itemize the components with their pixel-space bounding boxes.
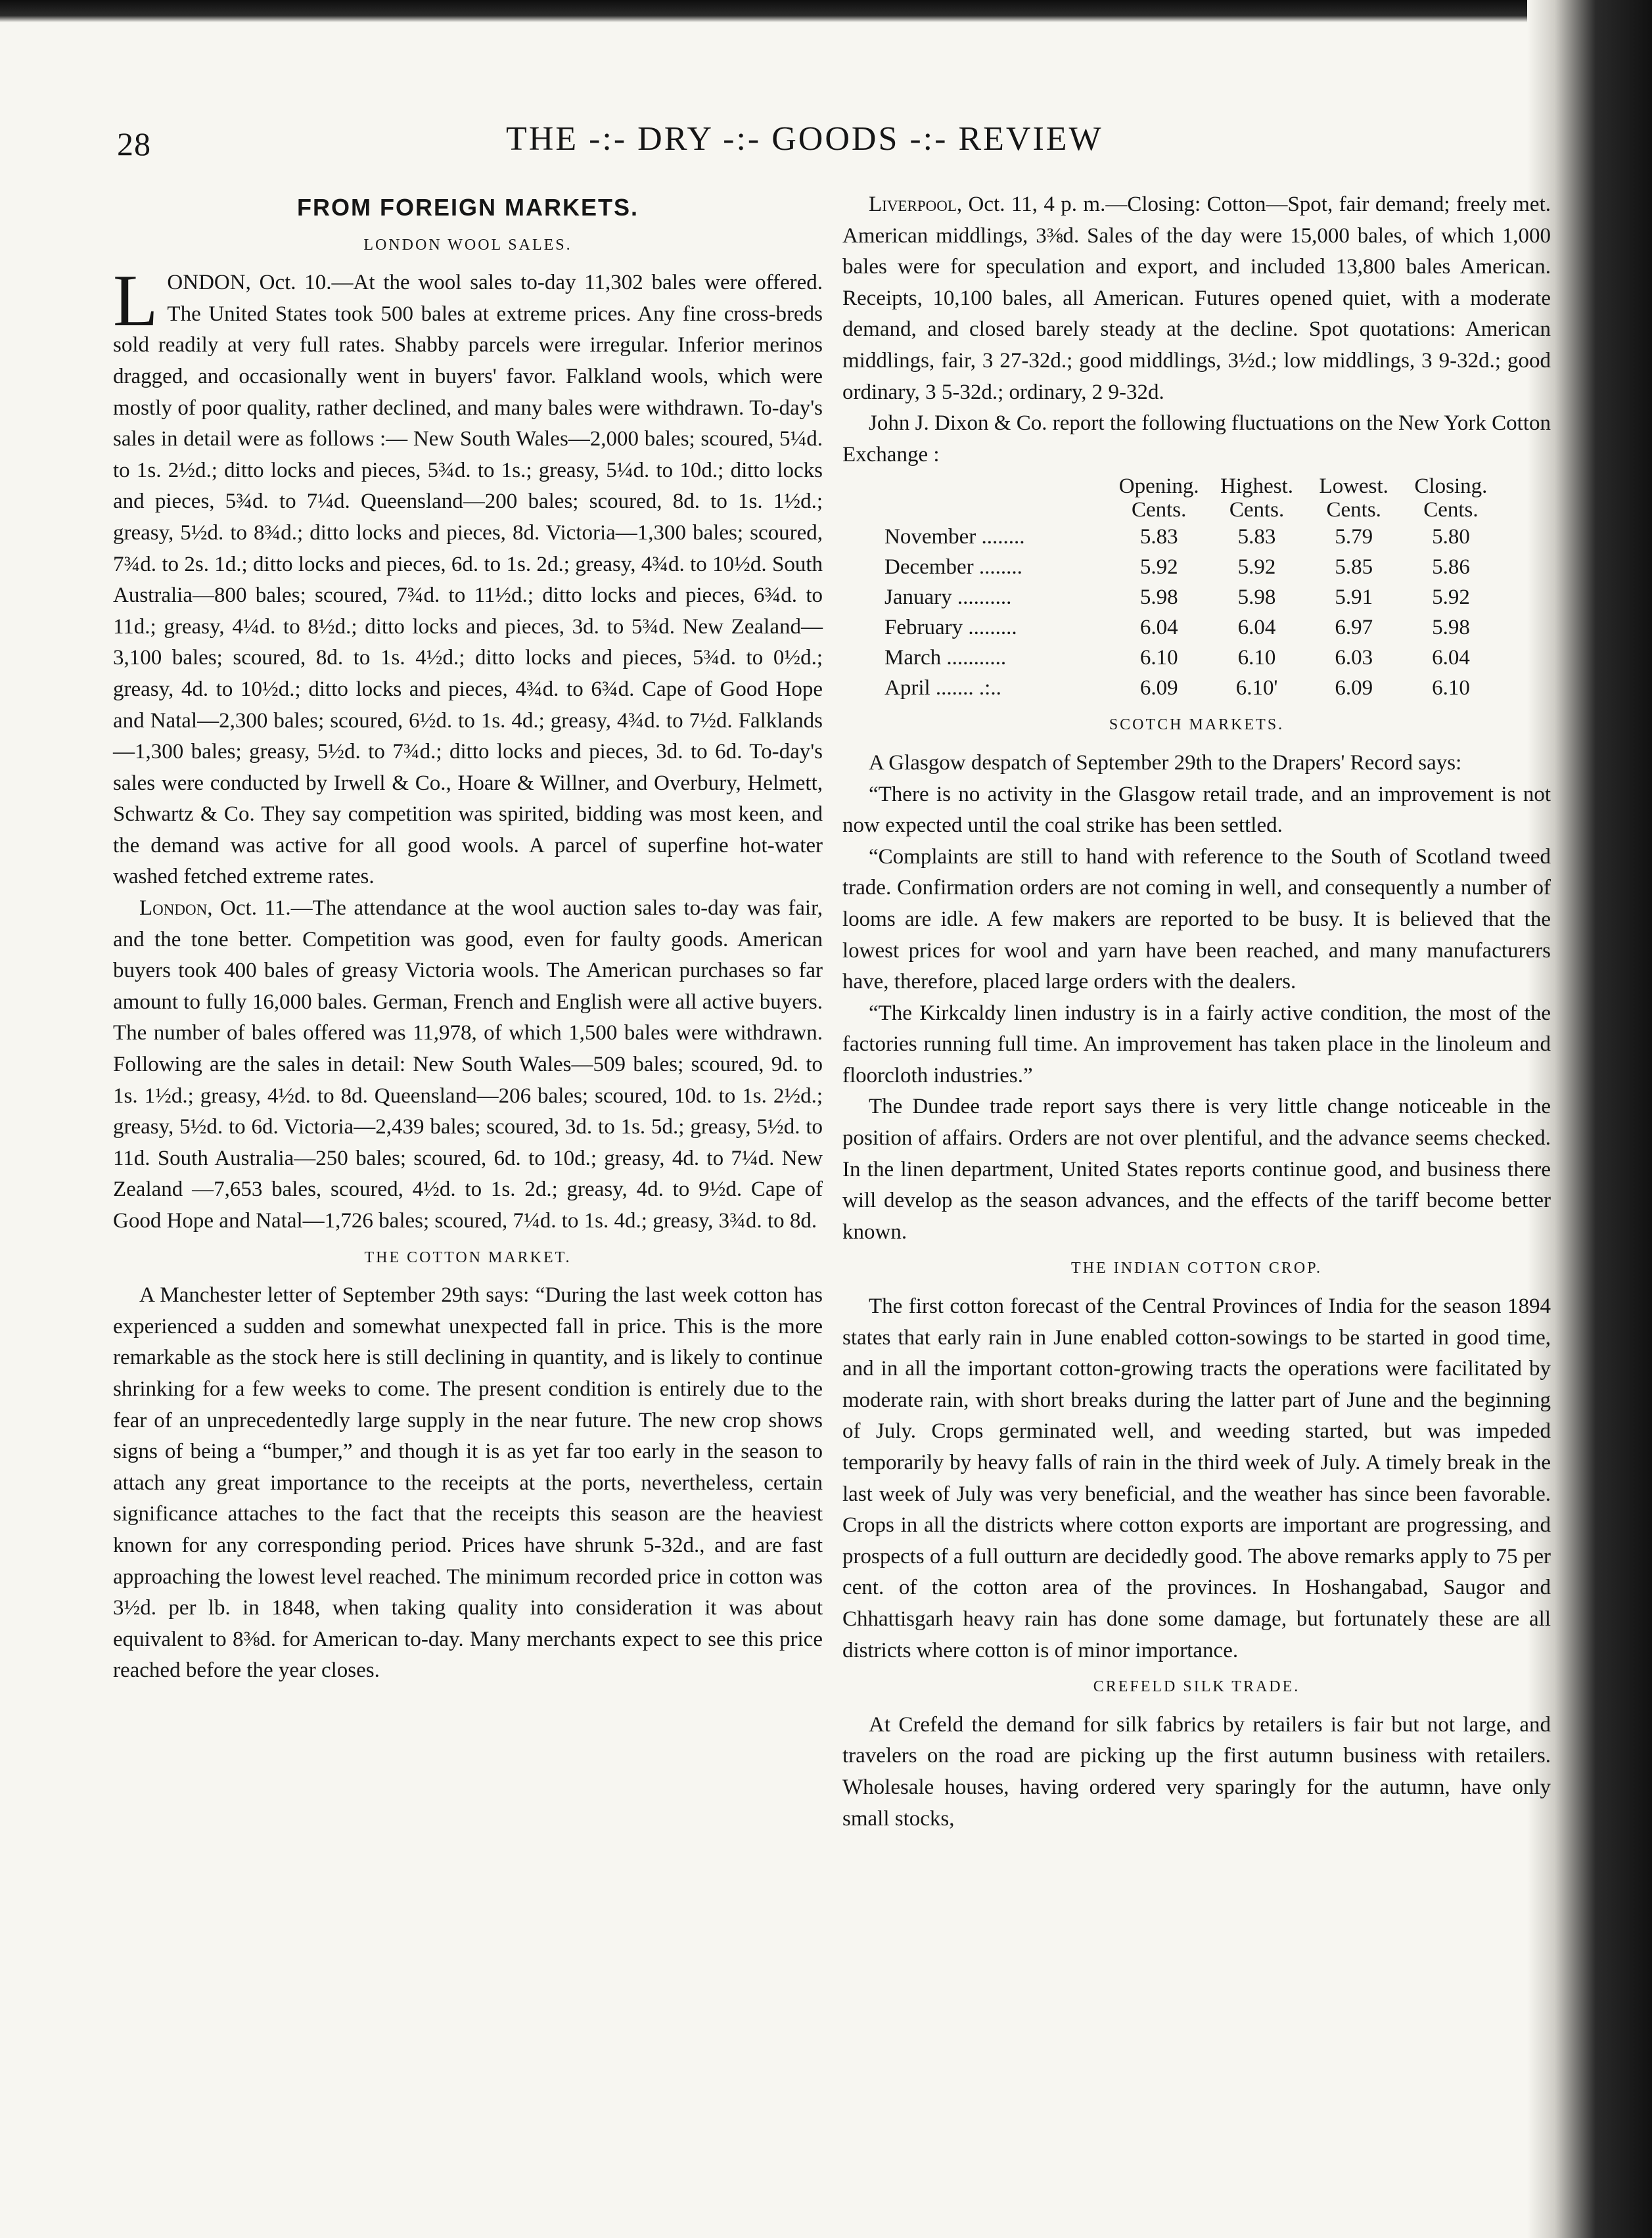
row-highest: 5.92	[1237, 555, 1276, 580]
crefeld-paragraph: At Crefeld the demand for silk fabrics by retailers is fair but not large, and travelers on the road are picking up the first autumn business with retailers. Wholesale houses, having ordered very sparingly for the autumn, have only small stocks,	[842, 1712, 1551, 1831]
row-closing: 6.10	[1432, 676, 1470, 700]
wool-paragraph-2-text: , Oct. 11.—The attendance at the wool auction sales to-day was fair, and the tone better. Competition was good, even for faulty goods. American buyers took 400 bales of greasy Victoria wools. The American purchases so far amount to fully 16,000 bales. German, French and English were all active buyers. The number of bales offered was 11,978, of which 1,500 bales were withdrawn. Following are the sales in detail: New South Wales—509 bales; scoured, 9d. to 1s. 1½d.; greasy, 4½d. to 8d. Queensland—206 bales; scoured, 10d. to 1s. 2½d.; greasy, 5½d. to 6d. Victoria—2,439 bales; scoured, 3d. to 1s. 5d.; greasy, 5½d. to 11d. South Australia—250 bales; scoured, 6d. to 10d.; greasy, 4d. to 7¼d. New Zealand —7,653 bales, scoured, 4½d. to 1s. 2d.; greasy, 4d. to 9½d. Cape of Good Hope and Natal—1,726 bales; scoured, 7¼d. to 1s. 4d.; greasy, 3¾d. to 8d.	[113, 896, 823, 1233]
row-closing: 5.92	[1432, 585, 1470, 610]
scotch-paragraph-2: “There is no activity in the Glasgow retail trade, and an improvement is not now expected until the coal strike has been settled.	[842, 782, 1551, 838]
row-lowest: 5.91	[1335, 585, 1373, 610]
row-highest: 6.10	[1237, 646, 1276, 670]
row-closing: 5.86	[1432, 555, 1470, 580]
liverpool-paragraph	[842, 189, 1551, 408]
row-opening: 5.98	[1139, 585, 1178, 610]
row-highest: 5.83	[1237, 525, 1276, 549]
page-number: 28	[117, 126, 151, 162]
cotton-exchange-table	[882, 474, 1500, 703]
row-month: December ........	[884, 555, 1022, 580]
wool-paragraph-2	[113, 893, 823, 1237]
table-row	[882, 612, 1500, 643]
row-closing: 5.80	[1432, 525, 1470, 549]
table-header-row	[882, 474, 1500, 522]
page-top-edge	[0, 0, 1652, 22]
subhead-london-wool-sales: LONDON WOOL SALES.	[363, 236, 572, 254]
running-head: THE -:- DRY -:- GOODS -:- REVIEW	[506, 120, 1103, 158]
row-lowest: 5.79	[1335, 525, 1373, 549]
scotch-paragraph-1: A Glasgow despatch of September 29th to the Drapers' Record says:	[869, 750, 1462, 775]
table-header-closing: Closing. Cents.	[1414, 474, 1488, 522]
table-header-opening: Opening. Cents.	[1118, 474, 1199, 522]
liverpool-lead: Liverpool	[869, 193, 957, 216]
table-row	[882, 582, 1500, 612]
row-opening: 5.92	[1139, 555, 1178, 580]
subhead-cotton-market: THE COTTON MARKET.	[364, 1248, 572, 1266]
section-title: FROM FOREIGN MARKETS.	[297, 194, 639, 221]
row-lowest: 6.03	[1335, 646, 1373, 670]
drop-cap: L	[113, 260, 158, 342]
wool-paragraph-1	[113, 260, 823, 893]
cotton-paragraph: A Manchester letter of September 29th says: “During the last week cotton has experienced a sudden and somewhat unexpected fall in price. This is the more remarkable as the stock here is still declining in quantity, and is likely to continue shrinking for a few weeks to come. The present condition is entirely due to the fear of an unprecedentedly large supply in the near future. The new crop shows signs of being a “bumper,” and though it is as yet far too early in the season to attach any great importance to the receipts at the ports, nevertheless, certain significance attaches to the fact that the receipts this season are the heaviest known for any corresponding period. Prices have shrunk 5-32d., and are fast approaching the lowest level reached. The minimum recorded price in cotton was 3½d. per lb. in 1848, when taking quality into consideration it was about equivalent to 8⅜d. for American to-day. Many merchants expect to see this price reached before the year closes.	[113, 1283, 823, 1683]
row-closing: 5.98	[1432, 616, 1470, 640]
table-header-month	[882, 474, 1110, 522]
row-month: April ....... .:..	[884, 676, 1001, 700]
row-opening: 6.04	[1139, 616, 1178, 640]
row-highest: 6.04	[1237, 616, 1276, 640]
wool-paragraph-2-lead: London	[139, 896, 208, 921]
wool-paragraph-1-text: ONDON, Oct. 10.—At the wool sales to-day 11,302 bales were offered. The United States took 500 bales at extreme prices. Any fine cross-breds sold readily at very full rates. Shabby parcels were irregular. Inferior merinos dragged, and occasionally went in buyers' favor. Falkland wools, which were mostly of poor quality, rather declined, and many bales were withdrawn. To-day's sales in detail were as follows :— New South Wales—2,000 bales; scoured, 5¼d. to 1s. 2½d.; ditto locks and pieces, 5¾d. to 1s.; greasy, 5¼d. to 10d.; ditto locks and pieces, 5¾d. to 7¼d. Queensland—200 bales; scoured, 8d. to 1s. 1½d.; greasy, 5½d. to 8¾d.; ditto locks and pieces, 8d. Victoria—1,300 bales; scoured, 7¾d. to 2s. 1d.; ditto locks and pieces, 6d. to 1s. 2d.; greasy, 4¾d. to 10½d. South Australia—800 bales; scoured, 7¾d. to 11½d.; ditto locks and pieces, 6¾d. to 11d.; greasy, 4¼d. to 8½d.; ditto locks and pieces, 3d. to 5¾d. New Zealand—3,100 bales; scoured, 8d. to 1s. 4½d.; ditto locks and pieces, 5¾d. to 0½d.; greasy, 4d. to 10½d.; ditto locks and pieces, 4¾d. to 6¾d. Cape of Good Hope and Natal—2,300 bales; scoured, 6½d. to 1s. 4d.; greasy, 4¾d. to 7½d. Falklands—1,300 bales; greasy, 5½d. to 7¾d.; ditto locks and pieces, 3d. to 6d. To-day's sales were conducted by Irwell & Co., Hoare & Willner, and Overbury, Helmett, Schwartz & Co. They say competition was spirited, bidding was most keen, and the demand was active for all good wools. A parcel of superfine hot-water washed fetched extreme rates.	[113, 271, 823, 889]
row-closing: 6.04	[1432, 646, 1470, 670]
scotch-paragraph-3: “Complaints are still to hand with reference to the South of Scotland tweed trade. Confirmation orders are not coming in well, and consequently a number of looms are idle. A few makers are reported to be busy. It is believed that the lowest prices for wool and yarn have been reached, and many manufacturers have, therefore, placed large orders with the dealers.	[842, 844, 1551, 994]
liverpool-text: , Oct. 11, 4 p. m.—Closing: Cotton—Spot, fair demand; freely met. American middlings, 3⅜d. Sales of the day were 15,000 bales, of which 1,000 bales were for speculation and export, and included 13,800 bales American. Receipts, 10,100 bales, all American. Futures opened quiet, with a moderate demand, and closed barely steady at the decline. Spot quotations: American middlings, fair, 3 27-32d.; good middlings, 3½d.; low middlings, 3 9-32d.; good ordinary, 3 5-32d.; ordinary, 2 9-32d.	[842, 193, 1551, 404]
row-opening: 6.10	[1139, 646, 1178, 670]
row-lowest: 6.97	[1335, 616, 1373, 640]
table-row	[882, 673, 1500, 703]
table-header-lowest: Lowest. Cents.	[1319, 474, 1388, 522]
table-row	[882, 522, 1500, 552]
row-month: February .........	[884, 616, 1017, 640]
left-column	[113, 189, 823, 1687]
subhead-scotch-markets: SCOTCH MARKETS.	[1109, 716, 1285, 734]
row-highest: 6.10'	[1235, 676, 1278, 700]
row-month: March ...........	[884, 646, 1007, 670]
subhead-crefeld-silk-trade: CREFELD SILK TRADE.	[1093, 1678, 1300, 1696]
row-opening: 6.09	[1139, 676, 1178, 700]
right-column	[842, 189, 1551, 1835]
row-month: November ........	[884, 525, 1025, 549]
dixon-paragraph: John J. Dixon & Co. report the following fluctuations on the New York Cotton Exchange :	[842, 411, 1551, 467]
subhead-indian-cotton-crop: THE INDIAN COTTON CROP.	[1071, 1260, 1322, 1277]
table-row	[882, 643, 1500, 673]
row-lowest: 6.09	[1335, 676, 1373, 700]
row-month: January ..........	[884, 585, 1012, 610]
row-highest: 5.98	[1237, 585, 1276, 610]
scotch-paragraph-4: “The Kirkcaldy linen industry is in a fairly active condition, the most of the factories running full time. An improvement has taken place in the linoleum and floorcloth industries.”	[842, 1001, 1551, 1087]
scotch-paragraph-5: The Dundee trade report says there is very little change noticeable in the position of affairs. Orders are not over plentiful, and the advance seems checked. In the linen department, United States reports continue good, and business there will develop as the season advances, and the effects of the tariff become better known.	[842, 1095, 1551, 1244]
table-row	[882, 552, 1500, 582]
indian-cotton-paragraph: The first cotton forecast of the Central Provinces of India for the season 1894 states that early rain in June enabled cotton-sowings to be started in good time, and in all the important cotton-growing tracts the operations were facilitated by moderate rain, with short breaks during the latter part of June and the beginning of July. Crops germinated well, and weeding started, but was impeded temporarily by heavy falls of rain in the third week of July. A timely break in the last week of July was very beneficial, and the weather has since been favorable. Crops in all the districts where cotton exports are important are progressing, and prospects of a full outturn are decidedly good. The above remarks apply to 75 per cent. of the cotton area of the provinces. In Hoshangabad, Saugor and Chhattisgarh heavy rain has done some damage, but fortunately these are all districts where cotton is of minor importance.	[842, 1294, 1551, 1662]
table-header-highest: Highest. Cents.	[1220, 474, 1294, 522]
row-lowest: 5.85	[1335, 555, 1373, 580]
row-opening: 5.83	[1139, 525, 1178, 549]
